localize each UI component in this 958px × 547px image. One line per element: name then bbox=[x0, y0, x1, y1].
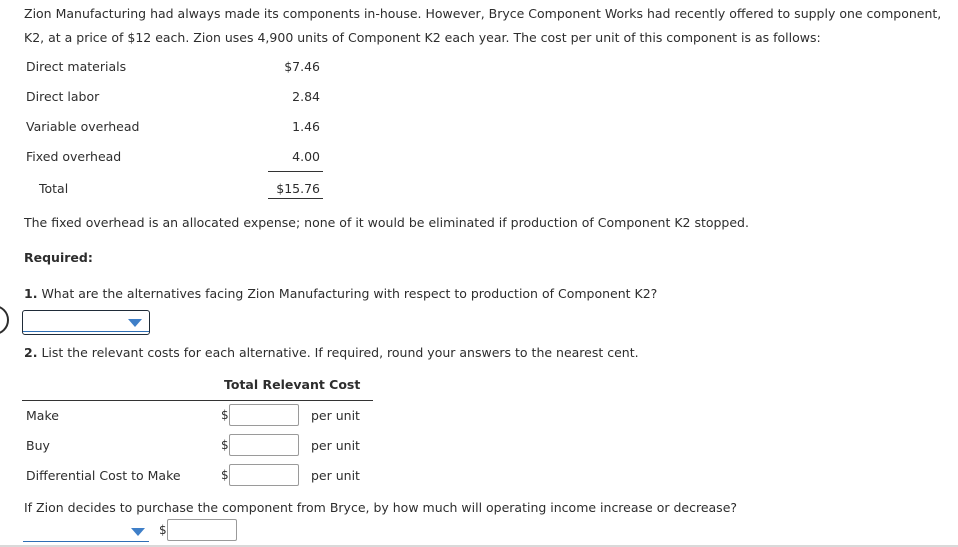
table-header-rule bbox=[22, 400, 373, 401]
increase-decrease-dropdown[interactable] bbox=[23, 520, 149, 542]
currency-symbol: $ bbox=[221, 468, 229, 482]
question-2 bbox=[24, 345, 639, 360]
unit-label: per unit bbox=[311, 468, 360, 483]
chevron-down-icon bbox=[131, 528, 145, 536]
focus-circle-icon bbox=[0, 305, 9, 335]
alternatives-dropdown[interactable] bbox=[22, 310, 150, 335]
problem-intro: Zion Manufacturing had always made its components in-house. However, Bryce Component Works had recently offered to supply one component, K2, at a price of $12 each. Zion uses 4,900 units of Component K2 each year. The cost per unit of this component is as follows: bbox=[24, 6, 942, 45]
table-header: Total Relevant Cost bbox=[224, 377, 361, 392]
subtotal-rule bbox=[268, 171, 323, 172]
required-heading: Required: bbox=[24, 250, 93, 265]
row-label-buy: Buy bbox=[26, 438, 50, 453]
cost-value-direct-labor: 2.84 bbox=[292, 89, 320, 104]
unit-label: per unit bbox=[311, 438, 360, 453]
currency-symbol: $ bbox=[221, 438, 229, 452]
cost-value-fixed-overhead: 4.00 bbox=[292, 149, 320, 164]
question-2-number: 2. bbox=[24, 345, 38, 360]
total-rule bbox=[268, 198, 323, 199]
cost-value-variable-overhead: 1.46 bbox=[292, 119, 320, 134]
dropdown-underline bbox=[23, 541, 149, 543]
total-label: Total bbox=[39, 181, 69, 196]
differential-cost-input[interactable] bbox=[229, 464, 299, 486]
cost-value-direct-materials: $7.46 bbox=[284, 59, 320, 74]
currency-symbol: $ bbox=[221, 408, 229, 422]
cost-label-variable-overhead: Variable overhead bbox=[26, 119, 140, 134]
currency-symbol: $ bbox=[159, 523, 167, 537]
fixed-overhead-note: The fixed overhead is an allocated expense; none of it would be eliminated if production of Component K2 stopped. bbox=[24, 215, 749, 230]
question-1-text: What are the alternatives facing Zion Manufacturing with respect to production of Component K2? bbox=[41, 286, 658, 301]
question-1 bbox=[24, 286, 657, 301]
chevron-down-icon bbox=[128, 319, 142, 327]
unit-label: per unit bbox=[311, 408, 360, 423]
question-3-text: If Zion decides to purchase the component from Bryce, by how much will operating income increase or decrease? bbox=[24, 500, 738, 515]
operating-income-input[interactable] bbox=[167, 519, 237, 541]
total-value: $15.76 bbox=[276, 181, 320, 196]
cost-label-fixed-overhead: Fixed overhead bbox=[26, 149, 122, 164]
question-2-text: List the relevant costs for each alternative. If required, round your answers to the nearest cent. bbox=[41, 345, 639, 360]
cost-label-direct-materials: Direct materials bbox=[26, 59, 127, 74]
dropdown-underline bbox=[23, 331, 149, 332]
cost-label-direct-labor: Direct labor bbox=[26, 89, 100, 104]
make-cost-input[interactable] bbox=[229, 404, 299, 426]
row-label-differential: Differential Cost to Make bbox=[26, 468, 181, 483]
question-1-number: 1. bbox=[24, 286, 38, 301]
row-label-make: Make bbox=[26, 408, 59, 423]
buy-cost-input[interactable] bbox=[229, 434, 299, 456]
